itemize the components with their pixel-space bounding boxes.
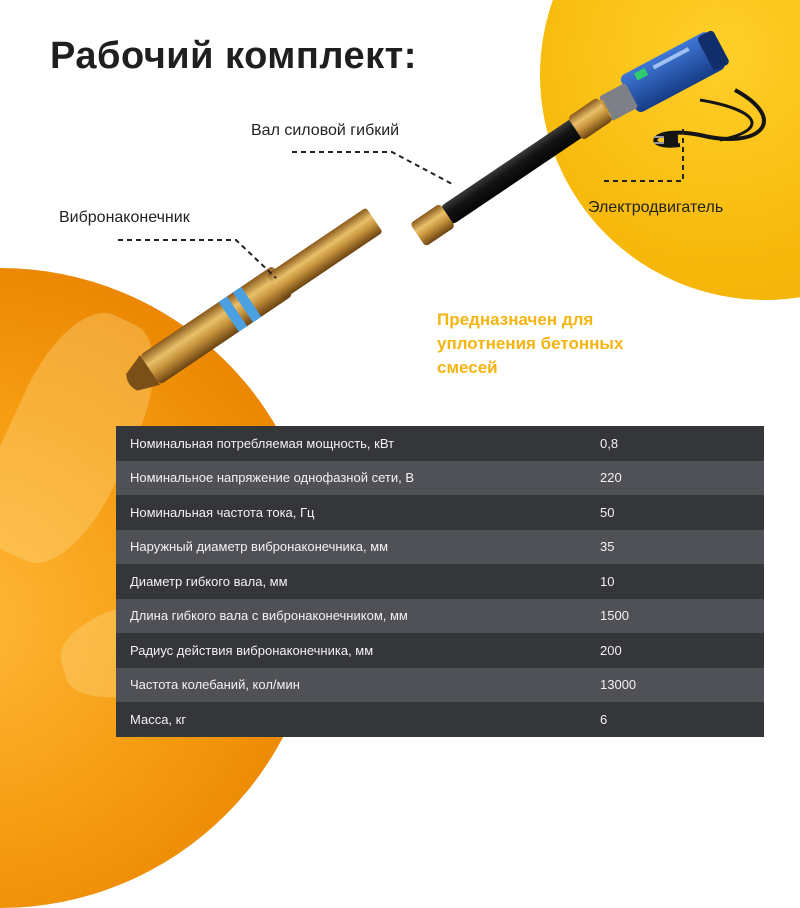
spec-param: Номинальное напряжение однофазной сети, В bbox=[116, 461, 600, 496]
shaft-label: Вал силовой гибкий bbox=[251, 122, 400, 139]
purpose-tagline bbox=[437, 308, 697, 380]
spec-param: Частота колебаний, кол/мин bbox=[116, 668, 600, 703]
tagline-line-3: смесей bbox=[437, 358, 498, 377]
spec-row-radius bbox=[116, 633, 764, 668]
spec-value: 0,8 bbox=[600, 426, 764, 461]
spec-row-frequency bbox=[116, 495, 764, 530]
tip-label: Вибронаконечник bbox=[59, 209, 190, 226]
spec-row-mass bbox=[116, 702, 764, 737]
specifications-table bbox=[116, 426, 764, 737]
spec-value: 50 bbox=[600, 495, 764, 530]
spec-param: Наружный диаметр вибронаконечника, мм bbox=[116, 530, 600, 565]
spec-param: Длина гибкого вала с вибронаконечником, мм bbox=[116, 599, 600, 634]
spec-row-vibration-frequency bbox=[116, 668, 764, 703]
spec-row-shaft-length bbox=[116, 599, 764, 634]
flexible-shaft bbox=[410, 97, 613, 247]
shaft-leader-line bbox=[292, 152, 454, 185]
spec-param: Номинальная потребляемая мощность, кВт bbox=[116, 426, 600, 461]
spec-value: 220 bbox=[600, 461, 764, 496]
motor-label: Электродвигатель bbox=[588, 199, 724, 216]
spec-param: Масса, кг bbox=[116, 702, 600, 737]
spec-value: 10 bbox=[600, 564, 764, 599]
tip-leader-line bbox=[118, 240, 276, 278]
tagline-line-2: уплотнения бетонных bbox=[437, 334, 624, 353]
spec-value: 35 bbox=[600, 530, 764, 565]
spec-value: 6 bbox=[600, 702, 764, 737]
spec-param: Номинальная частота тока, Гц bbox=[116, 495, 600, 530]
spec-row-voltage bbox=[116, 461, 764, 496]
spec-row-shaft-diameter bbox=[116, 564, 764, 599]
spec-value: 1500 bbox=[600, 599, 764, 634]
spec-param: Диаметр гибкого вала, мм bbox=[116, 564, 600, 599]
vibrator-tip bbox=[119, 204, 384, 399]
electric-motor bbox=[588, 28, 731, 131]
page-title: Рабочий комплект: bbox=[50, 35, 417, 77]
spec-value: 13000 bbox=[600, 668, 764, 703]
spec-row-power bbox=[116, 426, 764, 461]
spec-row-tip-diameter bbox=[116, 530, 764, 565]
tagline-line-1: Предназначен для bbox=[437, 310, 594, 329]
spec-param: Радиус действия вибронаконечника, мм bbox=[116, 633, 600, 668]
spec-value: 200 bbox=[600, 633, 764, 668]
